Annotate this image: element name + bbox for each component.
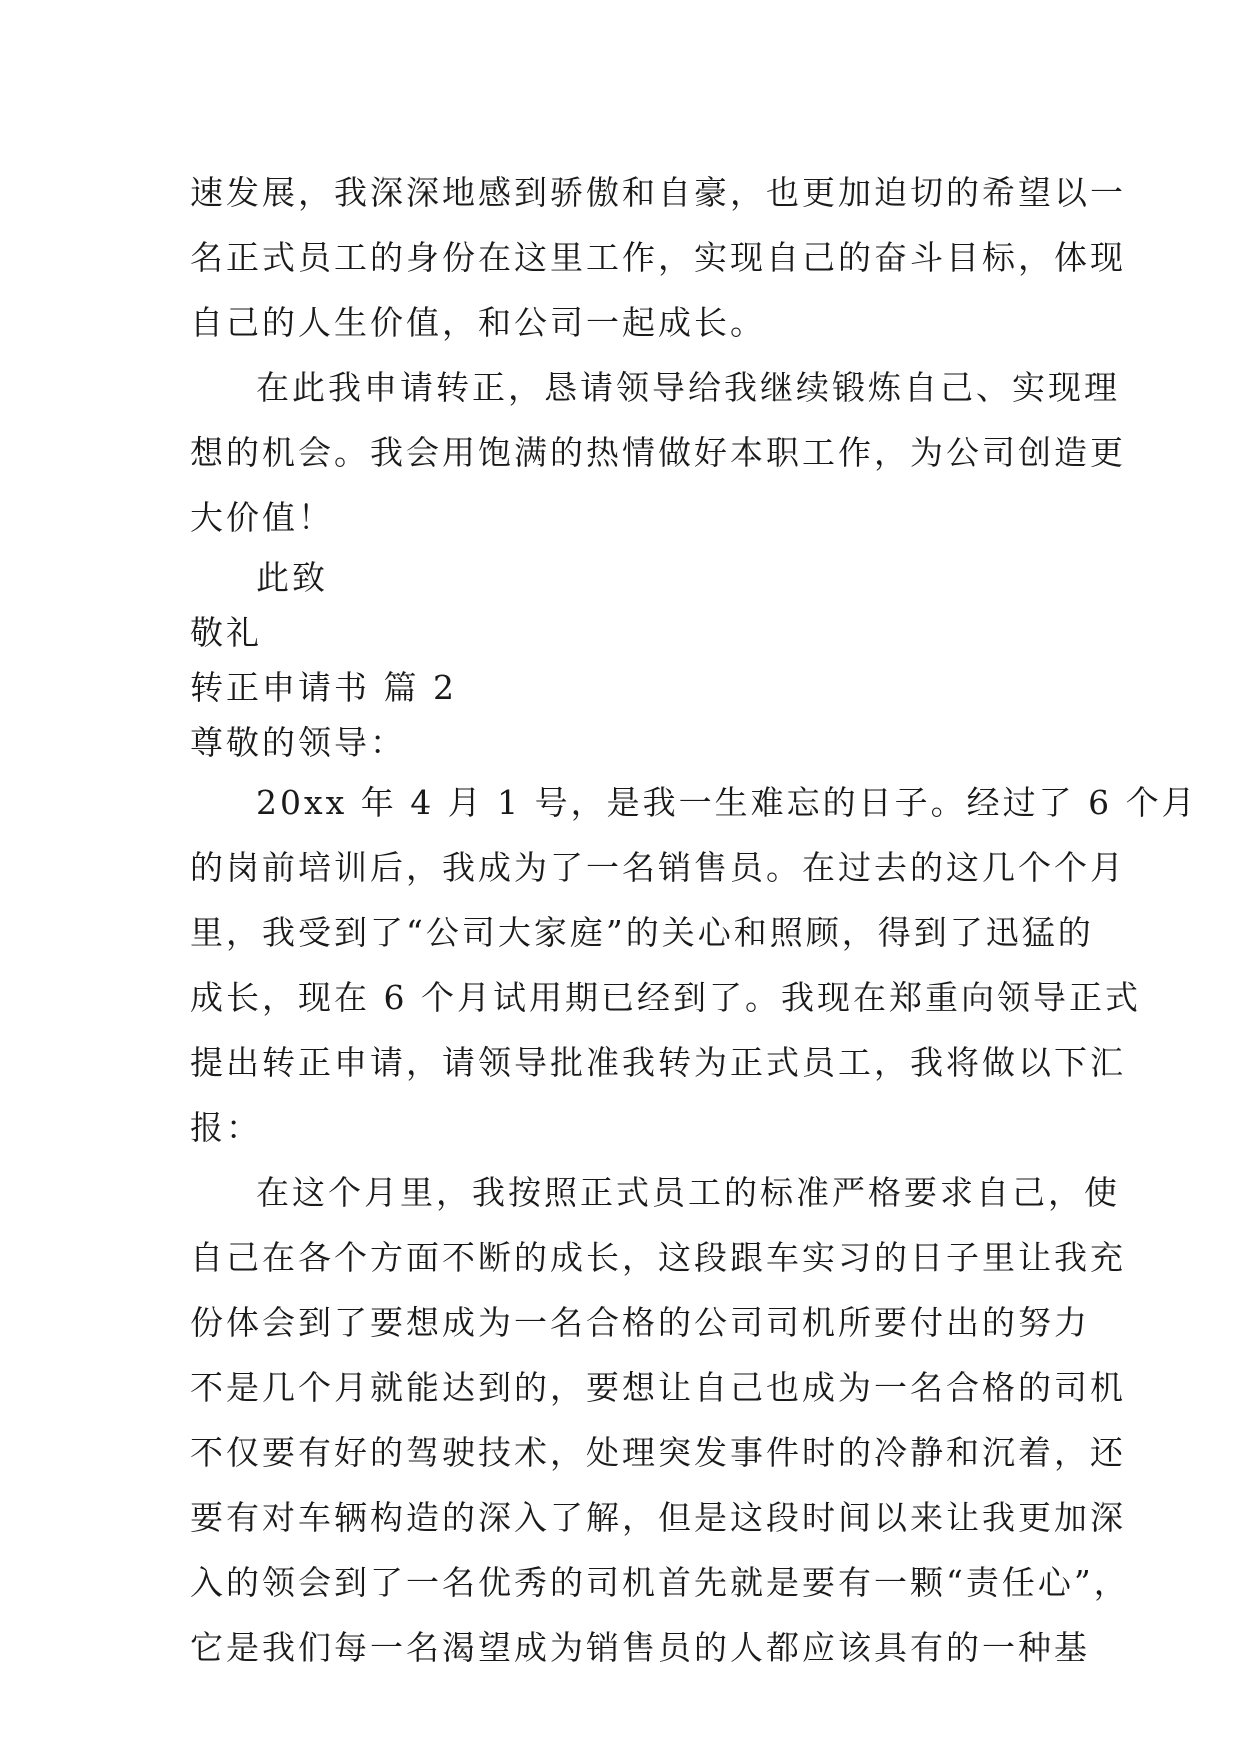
closing-line: 此致 bbox=[256, 558, 328, 597]
text-line: 要有对车辆构造的深入了解，但是这段时间以来让我更加深 bbox=[190, 1498, 1126, 1537]
text-line: 名正式员工的身份在这里工作，实现自己的奋斗目标，体现 bbox=[190, 238, 1126, 277]
text-line: 自己的人生价值，和公司一起成长。 bbox=[190, 303, 766, 342]
text-line: 成长，现在 6 个月试用期已经到了。我现在郑重向领导正式 bbox=[190, 978, 1141, 1017]
salutation-line: 敬礼 bbox=[190, 613, 262, 652]
text-line: 在这个月里，我按照正式员工的标准严格要求自己，使 bbox=[256, 1173, 1120, 1212]
text-line: 想的机会。我会用饱满的热情做好本职工作，为公司创造更 bbox=[190, 433, 1126, 472]
text-line: 报： bbox=[190, 1108, 262, 1147]
text-line: 在此我申请转正，恳请领导给我继续锻炼自己、实现理 bbox=[256, 368, 1120, 407]
text-line: 它是我们每一名渴望成为销售员的人都应该具有的一种基 bbox=[190, 1628, 1090, 1667]
text-line: 自己在各个方面不断的成长，这段跟车实习的日子里让我充 bbox=[190, 1238, 1126, 1277]
letter-body bbox=[190, 160, 1198, 1680]
section-heading: 转正申请书 篇 2 bbox=[190, 668, 457, 707]
text-line: 不仅要有好的驾驶技术，处理突发事件时的冷静和沉着，还 bbox=[190, 1433, 1126, 1472]
text-line: 入的领会到了一名优秀的司机首先就是要有一颗“责任心”， bbox=[190, 1563, 1130, 1602]
greeting-line: 尊敬的领导： bbox=[190, 723, 406, 762]
text-line: 速发展，我深深地感到骄傲和自豪，也更加迫切的希望以一 bbox=[190, 173, 1126, 212]
text-line: 不是几个月就能达到的，要想让自己也成为一名合格的司机 bbox=[190, 1368, 1126, 1407]
text-line: 大价值！ bbox=[190, 498, 334, 537]
text-line: 提出转正申请，请领导批准我转为正式员工，我将做以下汇 bbox=[190, 1043, 1126, 1082]
text-line: 份体会到了要想成为一名合格的公司司机所要付出的努力 bbox=[190, 1303, 1090, 1342]
text-line: 里，我受到了“公司大家庭”的关心和照顾，得到了迅猛的 bbox=[190, 913, 1094, 952]
text-line: 20xx 年 4 月 1 号，是我一生难忘的日子。经过了 6 个月 bbox=[256, 783, 1198, 822]
text-line: 的岗前培训后，我成为了一名销售员。在过去的这几个个月 bbox=[190, 848, 1126, 887]
